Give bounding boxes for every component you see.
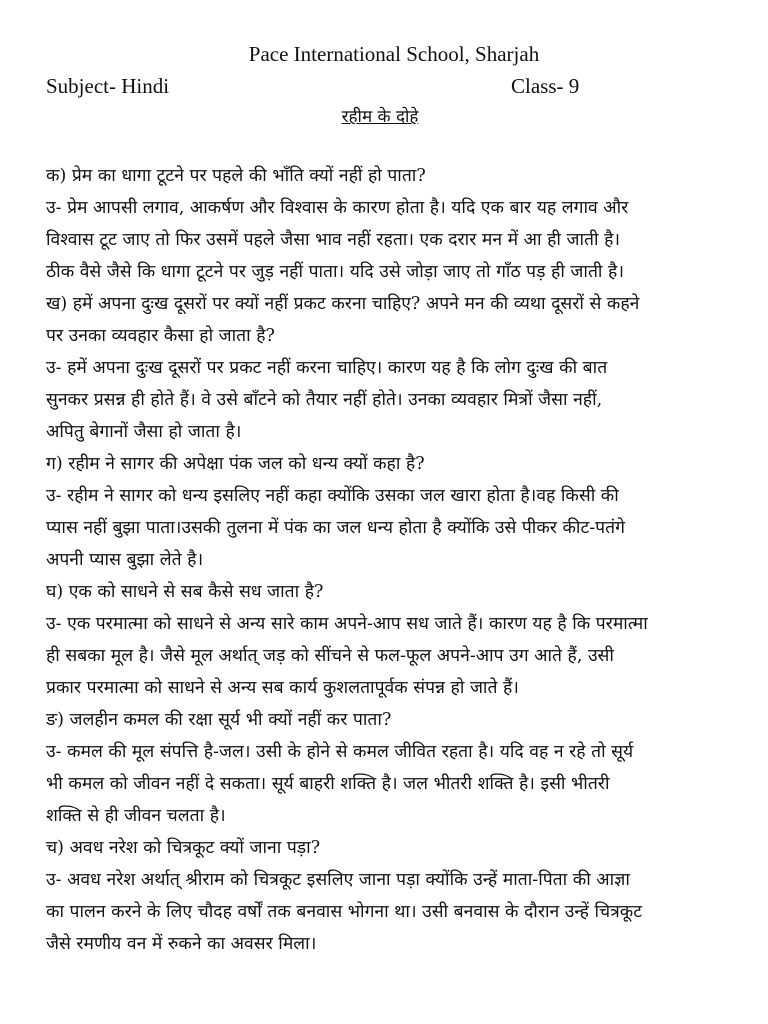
text-line: ही सबका मूल है। जैसे मूल अर्थात् जड़ को सींचने से फल-फूल अपने-आप उग आते हैं, उसी [46,646,614,666]
text-line: सुनकर प्रसन्न ही होते हैं। वे उसे बाँटने को तैयार नहीं होते। उनका व्यवहार मित्रों जैसा नहीं, [46,390,603,410]
text-line: भी कमल को जीवन नहीं दे सकता। सूर्य बाहरी शक्ति है। जल भीतरी शक्ति है। इसी भीतरी [46,774,610,794]
text-line: उ- प्रेम आपसी लगाव, आकर्षण और विश्वास के कारण होता है। यदि एक बार यह लगाव और [46,198,629,218]
text-line: पर उनका व्यवहार कैसा हो जाता है? [46,326,275,346]
text-line: ख) हमें अपना दुःख दूसरों पर क्यों नहीं प्रकट करना चाहिए? अपने मन की व्यथा दूसरों से कहने [46,294,640,314]
text-line: क) प्रेम का धागा टूटने पर पहले की भाँति क्यों नहीं हो पाता? [46,166,426,186]
text-line: ठीक वैसे जैसे कि धागा टूटने पर जुड़ नहीं पाता। यदि उसे जोड़ा जाए तो गाँठ पड़ ही जाती है। [46,262,624,282]
text-line: प्रकार परमात्मा को साधने से अन्य सब कार्य कुशलतापूर्वक संपन्न हो जाते हैं। [46,678,519,698]
text-line: अपितु बेगानों जैसा हो जाता है। [46,422,242,442]
text-line: अपनी प्यास बुझा लेते है। [46,550,204,570]
text-line: शक्ति से ही जीवन चलता है। [46,806,226,826]
text-line: प्यास नहीं बुझा पाता।उसकी तुलना में पंक का जल धन्य होता है क्योंकि उसे पीकर कीट-पतंगे [46,518,625,538]
text-line: उ- हमें अपना दुःख दूसरों पर प्रकट नहीं करना चाहिए। कारण यह है कि लोग दुःख की बात [46,358,608,378]
text-line: का पालन करने के लिए चौदह वर्षों तक बनवास भोगना था। उसी बनवास के दौरान उन्हें चित्रकूट [46,902,643,922]
school-name: Pace International School, Sharjah [248,42,540,66]
text-line: उ- एक परमात्मा को साधने से अन्य सारे काम अपने-आप सध जाते हैं। कारण यह है कि परमात्मा [46,614,648,634]
text-line: च) अवध नरेश को चित्रकूट क्यों जाना पड़ा? [46,838,321,858]
text-line: उ- अवध नरेश अर्थात् श्रीराम को चित्रकूट इसलिए जाना पड़ा क्योंकि उन्हें माता-पिता की आज्ञा [46,870,630,890]
class-label: Class- 9 [511,74,580,98]
text-line: ग) रहीम ने सागर की अपेक्षा पंक जल को धन्य क्यों कहा है? [46,454,425,474]
document-title: रहीम के दोहे [341,107,419,127]
text-line: जैसे रमणीय वन में रुकने का अवसर मिला। [46,934,317,954]
subject-label: Subject- Hindi [46,74,170,98]
qa-body [46,160,750,960]
text-line: उ- कमल की मूल संपत्ति है-जल। उसी के होने से कमल जीवित रहता है। यदि वह न रहे तो सूर्य [46,742,634,762]
text-line: उ- रहीम ने सागर को धन्य इसलिए नहीं कहा क्योंकि उसका जल खारा होता है।वह किसी की [46,486,619,506]
text-line: ङ) जलहीन कमल की रक्षा सूर्य भी क्यों नहीं कर पाता? [46,710,392,730]
text-line: विश्वास टूट जाए तो फिर उसमें पहले जैसा भाव नहीं रहता। एक दरार मन में आ ही जाती है। [46,230,621,250]
text-line: घ) एक को साधने से सब कैसे सध जाता है? [46,582,324,602]
